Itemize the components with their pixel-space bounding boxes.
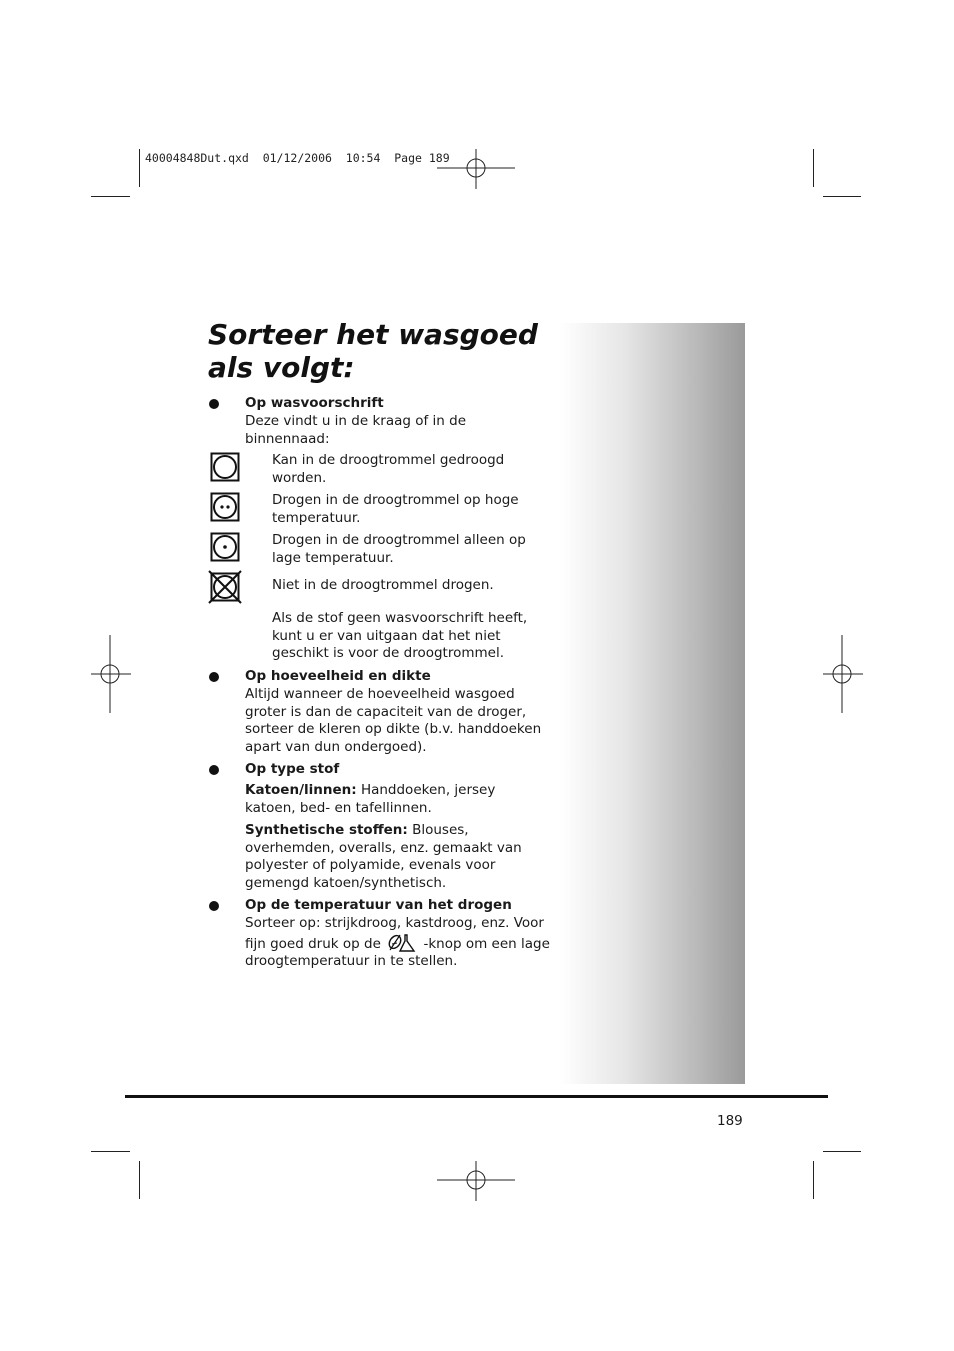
synthetisch-text: Blouses, overhemden, overalls, enz. gemaakt van polyester of polyamide, evenals voor gemengd katoen/synthetisch. bbox=[245, 822, 522, 891]
symbol-text-tumble-dry-low: Drogen in de droogtrommel alleen op lage temperatuur. bbox=[272, 532, 526, 566]
section-heading-type-stof: Op type stof bbox=[245, 761, 340, 777]
katoen-paragraph bbox=[245, 782, 550, 817]
registration-mark-top bbox=[437, 149, 517, 189]
section-heading-temperatuur: Op de temperatuur van het drogen bbox=[245, 897, 512, 913]
katoen-label: Katoen/linnen: bbox=[245, 782, 357, 798]
temperatuur-text-before: Sorteer op: strijkdroog, kastdroog, enz. Voor fijn goed druk op de bbox=[245, 915, 544, 952]
section-heading-hoeveelheid: Op hoeveelheid en dikte bbox=[245, 668, 431, 684]
page-title: Sorteer het wasgoed als volgt: bbox=[208, 318, 538, 384]
symbol-text-tumble-dry-high: Drogen in de droogtrommel op hoge temperatuur. bbox=[272, 492, 519, 526]
registration-mark-left bbox=[91, 635, 131, 713]
tumble-dry-low-icon bbox=[210, 532, 240, 562]
footer-rule bbox=[125, 1095, 828, 1098]
side-gradient-panel bbox=[560, 323, 745, 1084]
bullet-icon bbox=[209, 399, 219, 409]
print-slug: 40004848Dut.qxd 01/12/2006 10:54 Page 189 bbox=[145, 151, 450, 165]
tumble-dry-icon bbox=[210, 452, 240, 482]
page-number: 189 bbox=[717, 1113, 743, 1129]
symbol-text-tumble-dry: Kan in de droogtrommel gedroogd worden. bbox=[272, 452, 505, 486]
registration-mark-right bbox=[823, 635, 863, 713]
delicate-low-temp-icon bbox=[387, 933, 417, 952]
synthetisch-paragraph bbox=[245, 822, 550, 892]
bullet-icon bbox=[209, 901, 219, 911]
bullet-icon bbox=[209, 672, 219, 682]
section-heading-wasvoorschrift: Op wasvoorschrift bbox=[245, 395, 384, 411]
katoen-text: Handdoeken, jersey katoen, bed- en tafellinnen. bbox=[245, 782, 496, 816]
bullet-icon bbox=[209, 765, 219, 775]
section-text-hoeveelheid: Altijd wanneer de hoeveelheid wasgoed groter is dan de capaciteit van de droger, sorteer de kleren op dikte (b.v. handdoeken apart van dun ondergoed). bbox=[245, 686, 542, 755]
note-no-label: Als de stof geen wasvoorschrift heeft, kunt u er van uitgaan dat het niet geschikt is voor de droogtrommel. bbox=[272, 610, 528, 662]
tumble-dry-high-icon bbox=[210, 492, 240, 522]
temperatuur-paragraph bbox=[245, 915, 553, 971]
section-text-wasvoorschrift: Deze vindt u in de kraag of in de binnennaad: bbox=[245, 413, 466, 447]
temperatuur-text-after: -knop om een lage droogtemperatuur in te stellen. bbox=[245, 935, 550, 970]
do-not-tumble-dry-icon bbox=[208, 570, 242, 604]
registration-mark-bottom bbox=[437, 1161, 517, 1201]
synthetisch-label: Synthetische stoffen: bbox=[245, 822, 408, 838]
symbol-text-do-not-tumble-dry: Niet in de droogtrommel drogen. bbox=[272, 577, 494, 593]
